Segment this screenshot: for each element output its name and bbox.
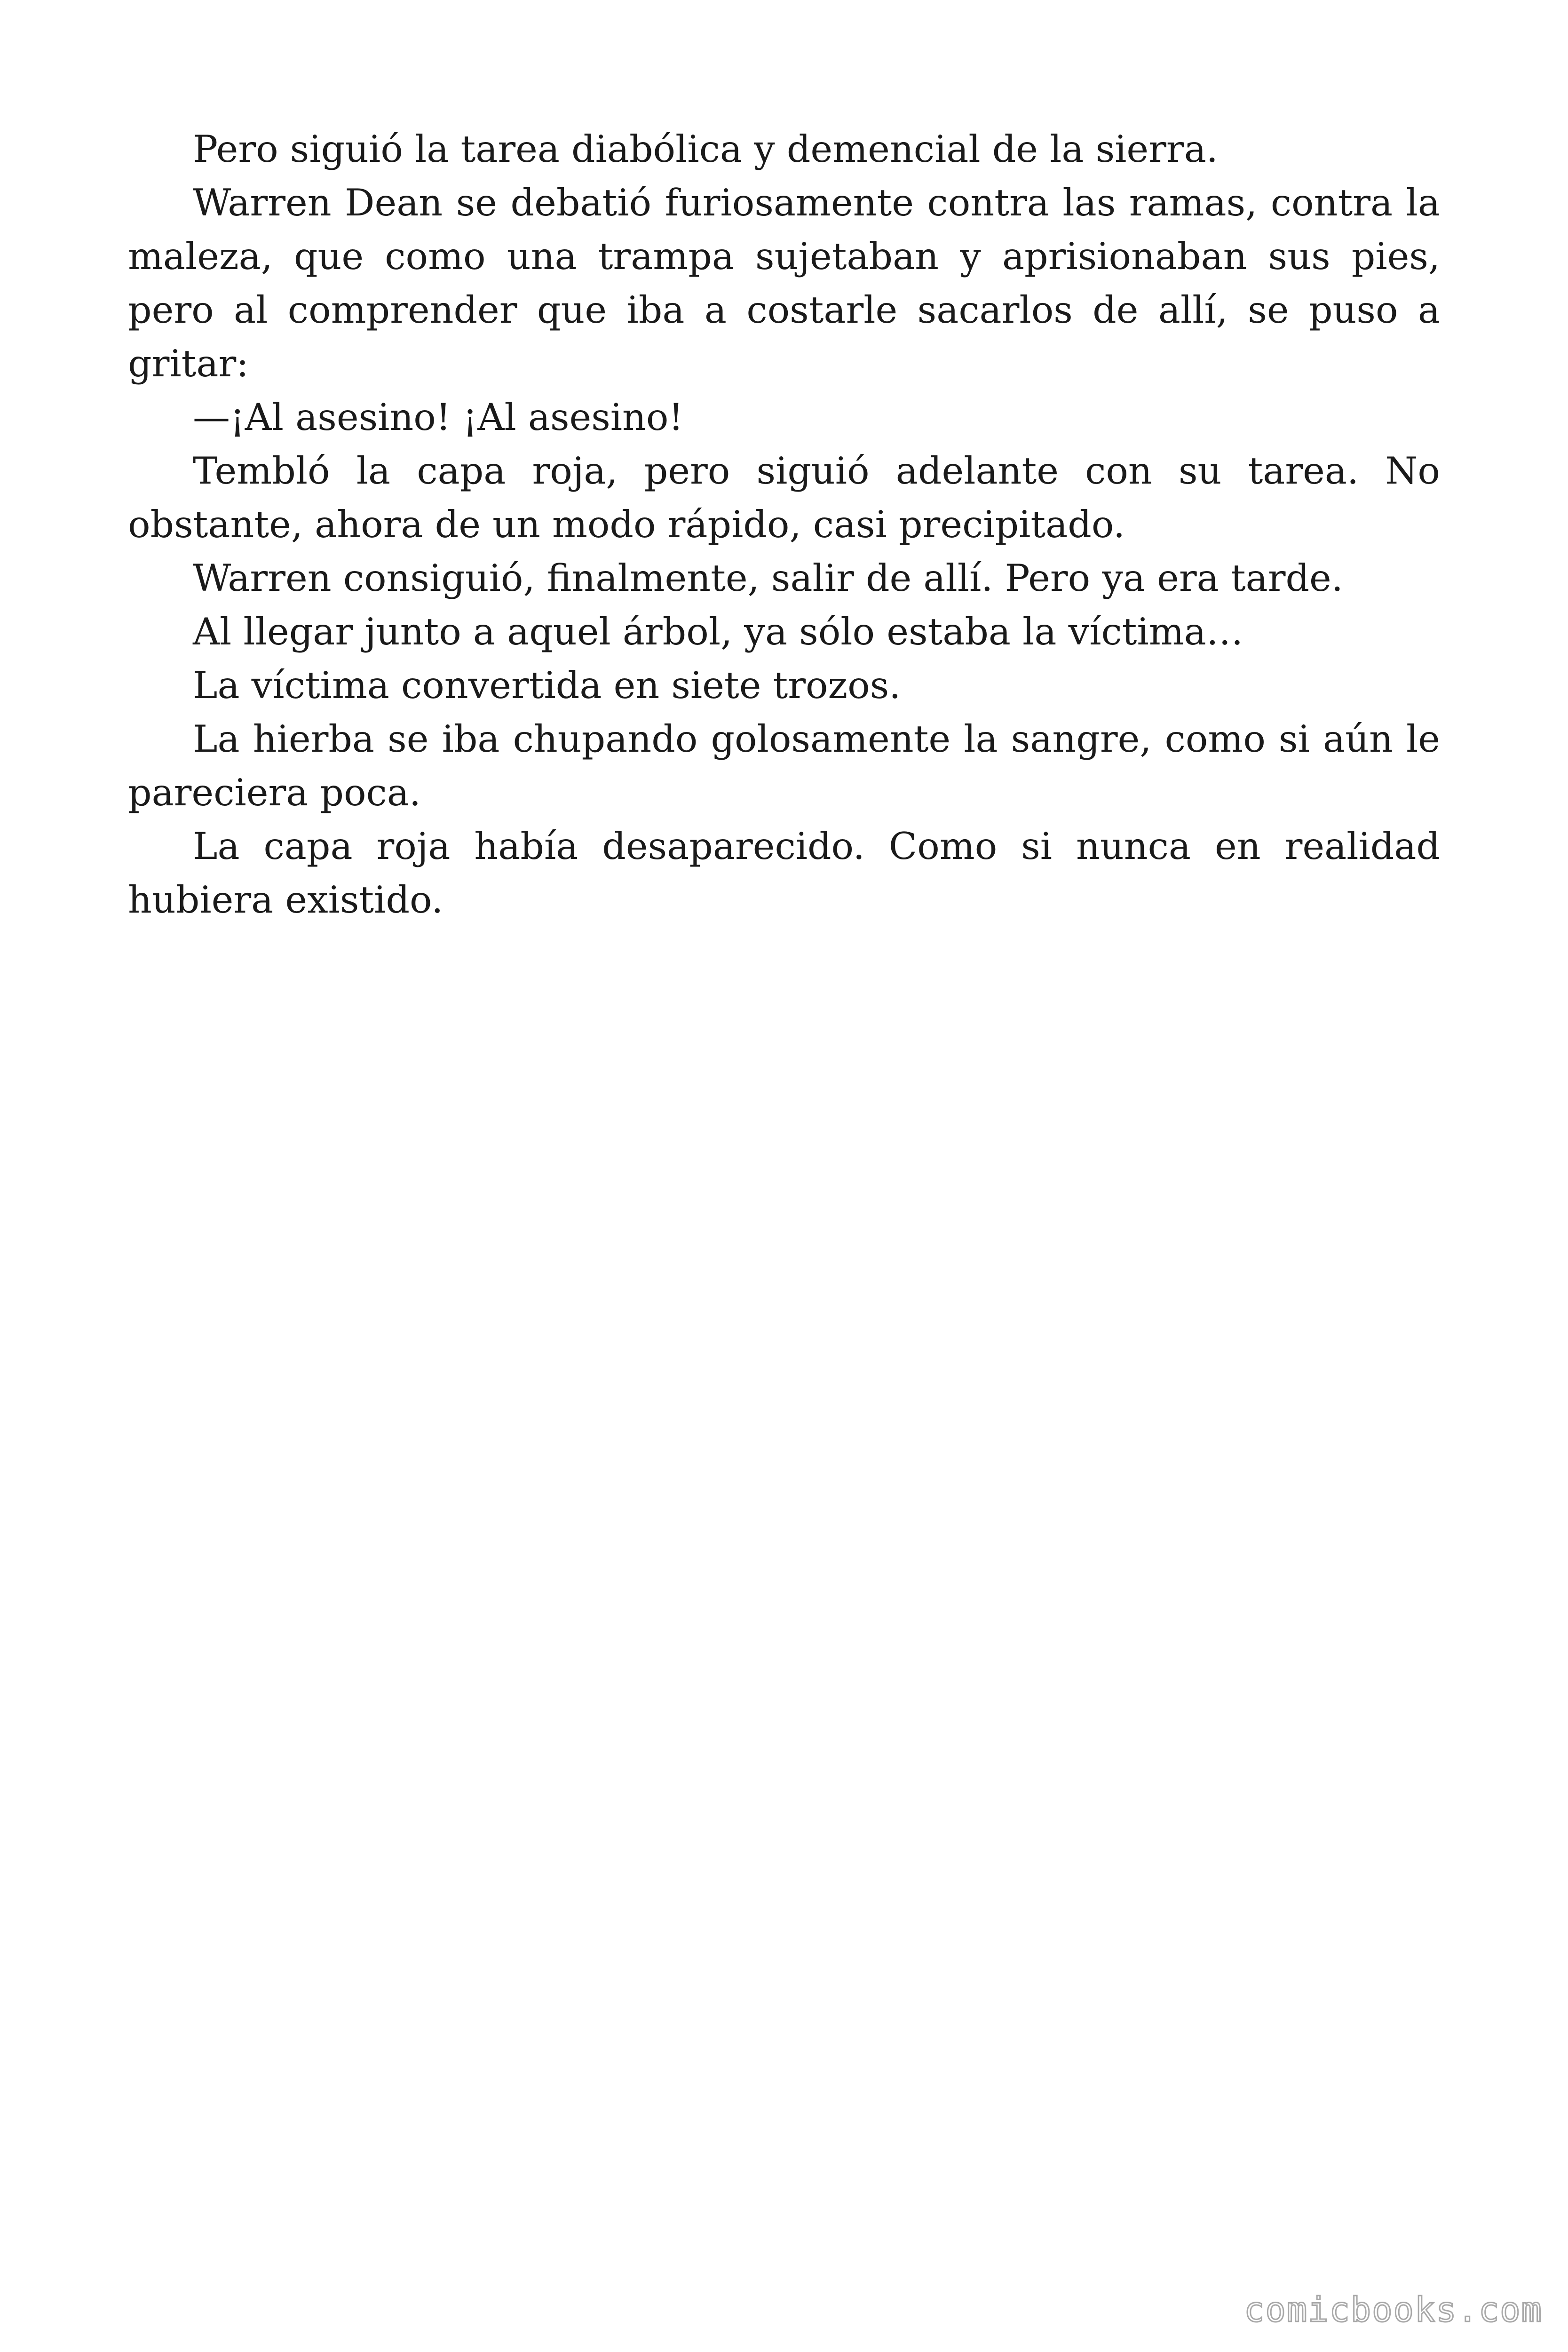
paragraph: Warren Dean se debatió furiosamente contra las ramas, contra la maleza, que como una trampa sujetaban y aprisionaban sus pies, pero al comprender que iba a costarle sacarlos de allí, se puso a gritar: (128, 181, 1440, 385)
paragraph: Pero siguió la tarea diabólica y demencial de la sierra. (193, 127, 1218, 171)
paragraph: Al llegar junto a aquel árbol, ya sólo estaba la víctima… (193, 610, 1243, 653)
paragraph: La hierba se iba chupando golosamente la sangre, como si aún le pareciera poca. (128, 717, 1440, 814)
paragraph: —¡Al asesino! ¡Al asesino! (193, 396, 684, 439)
paragraph: Warren consiguió, finalmente, salir de allí. Pero ya era tarde. (193, 556, 1343, 600)
paragraph: La víctima convertida en siete trozos. (193, 664, 901, 707)
body-text (128, 122, 1440, 927)
paragraph: La capa roja había desaparecido. Como si nunca en realidad hubiera existido. (128, 825, 1440, 922)
watermark: comicbooks.com (1244, 2290, 1543, 2329)
paragraph: Tembló la capa roja, pero siguió adelante con su tarea. No obstante, ahora de un modo rápido, casi precipitado. (128, 449, 1440, 546)
